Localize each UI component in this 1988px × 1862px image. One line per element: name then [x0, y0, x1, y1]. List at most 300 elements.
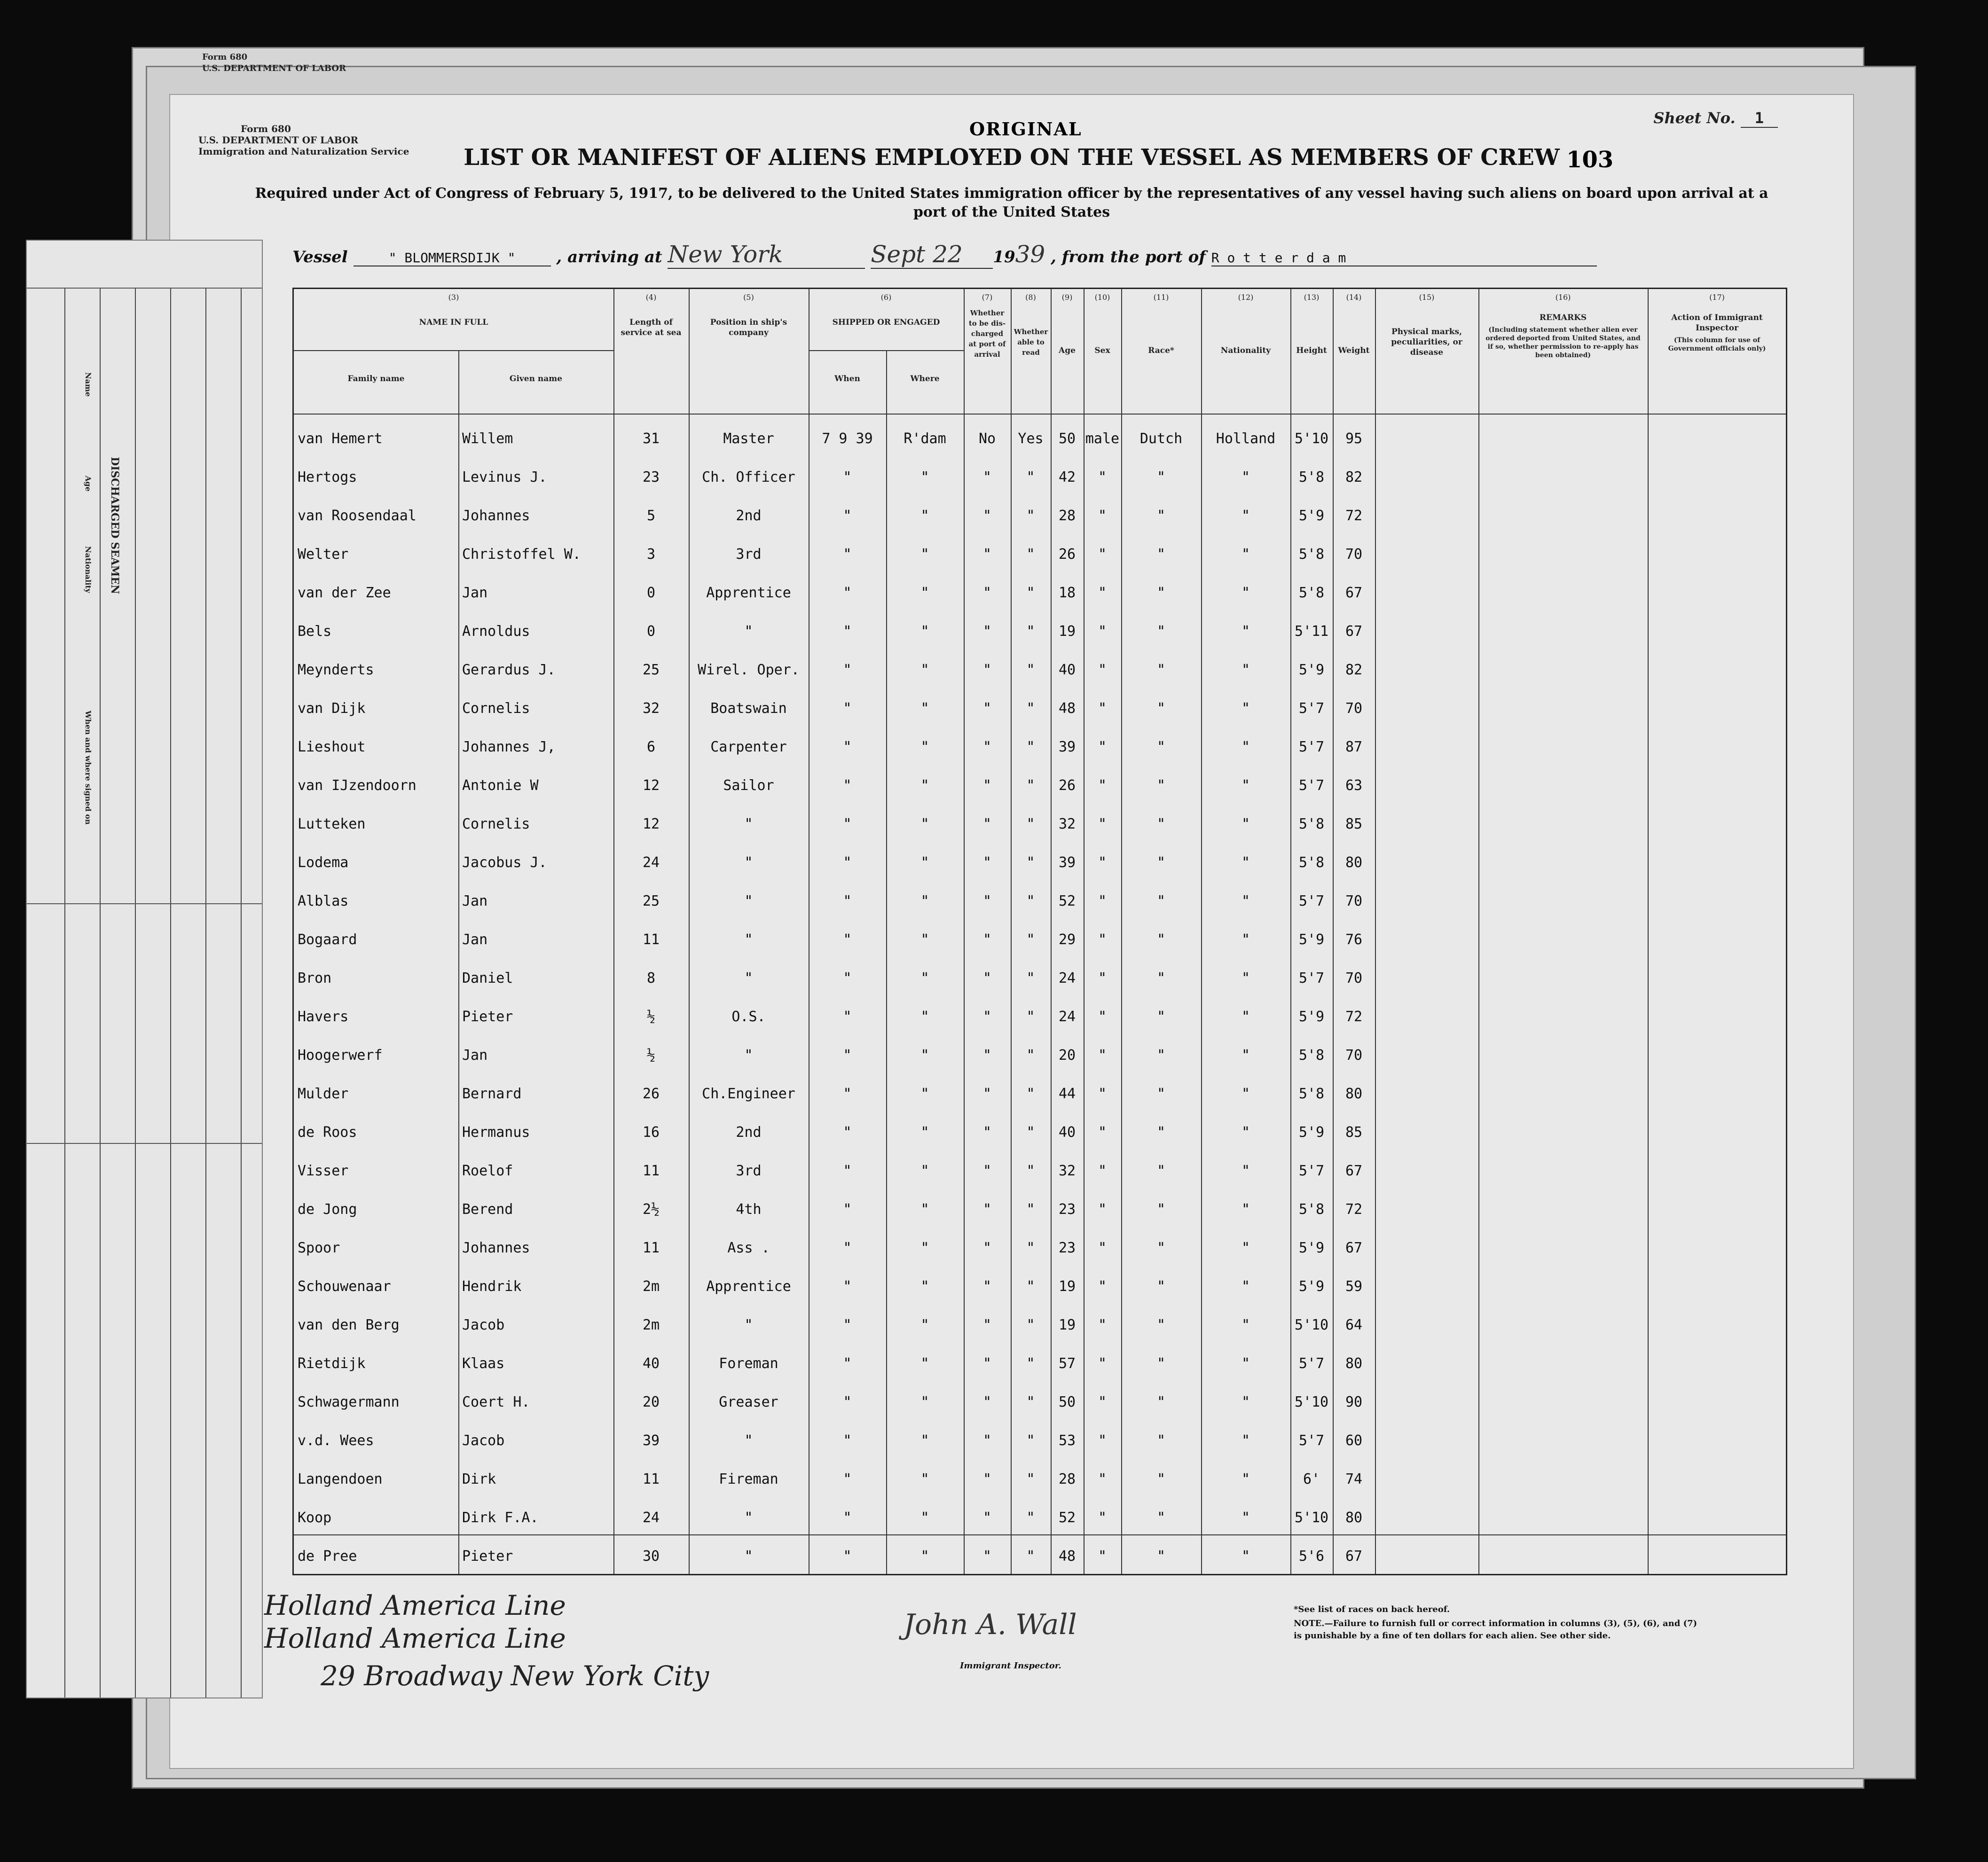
cell-where: " [920, 1432, 929, 1449]
cell-read: " [1026, 1432, 1035, 1449]
cell-when: " [843, 1163, 852, 1179]
cell-race: " [1156, 1240, 1166, 1256]
cell-height: 5'8 [1298, 854, 1325, 871]
cell-weight: 80 [1345, 1355, 1363, 1372]
cell-read: " [1026, 1163, 1035, 1179]
cell-position: " [744, 623, 753, 640]
cell-read: " [1026, 1278, 1035, 1295]
cell-service: ½ [646, 1009, 656, 1025]
cell-nationality: " [1241, 623, 1250, 640]
cell-race: " [1156, 585, 1166, 601]
cell-age: 19 [1058, 623, 1076, 640]
cell-where: R'dam [904, 430, 946, 447]
cell-where: " [920, 1355, 929, 1372]
cell-nationality: " [1241, 739, 1250, 755]
cell-read: " [1026, 739, 1035, 755]
cell-sex: " [1098, 1124, 1107, 1141]
cell-position: " [744, 816, 753, 832]
cell-read: " [1026, 1471, 1035, 1487]
cell-when: " [843, 1394, 852, 1410]
cell-weight: 72 [1345, 508, 1363, 524]
cell-sex: " [1098, 1278, 1107, 1295]
cell-weight: 76 [1345, 931, 1363, 948]
cell-read: " [1026, 585, 1035, 601]
cell-height: 5'10 [1294, 1317, 1329, 1333]
cell-nationality: " [1241, 1355, 1250, 1372]
cell-where: " [920, 777, 929, 794]
cell-position: Greaser [719, 1394, 778, 1410]
height-header: Height [1296, 346, 1327, 355]
arrival-year: 39 [1015, 241, 1045, 268]
cell-nationality: " [1241, 1086, 1250, 1102]
cell-race: " [1156, 1086, 1166, 1102]
weight-header: Weight [1338, 346, 1370, 355]
original-stamp: ORIGINAL [969, 118, 1082, 140]
cell-read: " [1026, 1317, 1035, 1333]
cell-family: Hoogerwerf [298, 1047, 383, 1064]
cell-race: " [1156, 700, 1166, 717]
table-row [294, 1228, 1786, 1266]
cell-where: " [920, 1278, 929, 1295]
cell-height: 5'9 [1298, 1240, 1325, 1256]
cell-age: 24 [1058, 970, 1076, 986]
cell-discharged: " [982, 1432, 992, 1449]
cell-weight: 67 [1345, 1548, 1363, 1565]
cell-service: 24 [642, 1510, 660, 1526]
cell-where: " [920, 1317, 929, 1333]
cell-sex: " [1098, 777, 1107, 794]
cell-service: 31 [642, 430, 660, 447]
cell-read: " [1026, 546, 1035, 563]
cell-height: 5'7 [1298, 1163, 1325, 1179]
cell-where: " [920, 469, 929, 485]
cell-sex: " [1098, 1201, 1107, 1218]
cell-where: " [920, 854, 929, 871]
cell-read: " [1026, 1240, 1035, 1256]
table-row [294, 919, 1786, 958]
cell-service: 6 [646, 739, 656, 755]
where-header: Where [910, 374, 940, 383]
nationality-header: Nationality [1220, 346, 1271, 355]
cell-sex: " [1098, 893, 1107, 909]
cell-service: ½ [646, 1047, 656, 1064]
cell-race: " [1156, 970, 1166, 986]
cell-given: Hermanus [462, 1124, 530, 1141]
cell-family: van Hemert [298, 430, 383, 447]
cell-discharged: " [982, 1278, 992, 1295]
cell-position: " [744, 854, 753, 871]
table-row [294, 881, 1786, 919]
cell-position: O.S. [731, 1009, 766, 1025]
cell-discharged: " [982, 546, 992, 563]
cell-when: " [843, 931, 852, 948]
cell-when: " [843, 700, 852, 717]
cell-weight: 67 [1345, 1240, 1363, 1256]
cell-sex: " [1098, 662, 1107, 678]
cell-height: 5'8 [1298, 469, 1325, 485]
cell-family: Mulder [298, 1086, 349, 1102]
service-name: Immigration and Naturalization Service [198, 146, 409, 157]
cell-race: " [1156, 1471, 1166, 1487]
cell-read: " [1026, 816, 1035, 832]
cell-race: " [1156, 854, 1166, 871]
cell-nationality: " [1241, 1394, 1250, 1410]
cell-nationality: Holland [1216, 430, 1276, 447]
cell-discharged: " [982, 1355, 992, 1372]
inspector-label: Immigrant Inspector. [960, 1661, 1061, 1671]
cell-position: 2nd [736, 508, 762, 524]
cell-discharged: " [982, 508, 992, 524]
cell-when: " [843, 1086, 852, 1102]
cell-given: Pieter [462, 1009, 513, 1025]
table-row [294, 534, 1786, 572]
cell-when: " [843, 1471, 852, 1487]
cell-age: 29 [1058, 931, 1076, 948]
cell-sex: " [1098, 1548, 1107, 1565]
cell-discharged: " [982, 662, 992, 678]
cell-weight: 67 [1345, 623, 1363, 640]
cell-given: Jacobus J. [462, 854, 547, 871]
cell-weight: 70 [1345, 970, 1363, 986]
cell-discharged: " [982, 700, 992, 717]
cell-family: Bron [298, 970, 332, 986]
cell-given: Bernard [462, 1086, 522, 1102]
cell-family: Rietdijk [298, 1355, 366, 1372]
cell-race: " [1156, 1548, 1166, 1565]
cell-weight: 59 [1345, 1278, 1363, 1295]
cell-read: " [1026, 662, 1035, 678]
cell-where: " [920, 816, 929, 832]
cell-age: 19 [1058, 1317, 1076, 1333]
cell-family: Hertogs [298, 469, 357, 485]
cell-read: " [1026, 1394, 1035, 1410]
cell-nationality: " [1241, 1047, 1250, 1064]
inspector-signature: John A. Wall [904, 1608, 1077, 1641]
cell-nationality: " [1241, 508, 1250, 524]
cell-position: Fireman [719, 1471, 778, 1487]
cell-height: 5'8 [1298, 1047, 1325, 1064]
cell-nationality: " [1241, 1009, 1250, 1025]
cell-discharged: " [982, 1124, 992, 1141]
cell-where: " [920, 662, 929, 678]
cell-nationality: " [1241, 585, 1250, 601]
cell-when: " [843, 1278, 852, 1295]
cell-age: 57 [1058, 1355, 1076, 1372]
cell-height: 5'8 [1298, 585, 1325, 601]
cell-race: " [1156, 623, 1166, 640]
cell-service: 2½ [642, 1201, 660, 1218]
form-number: Form 680 [241, 123, 291, 134]
cell-height: 5'7 [1298, 893, 1325, 909]
cell-read: " [1026, 469, 1035, 485]
cell-given: Dirk [462, 1471, 496, 1487]
cell-height: 5'7 [1298, 1355, 1325, 1372]
cell-service: 2m [642, 1278, 660, 1295]
table-row [294, 842, 1786, 881]
cell-position: 4th [736, 1201, 762, 1218]
cell-race: " [1156, 931, 1166, 948]
table-row [294, 804, 1786, 842]
cell-race: " [1156, 1317, 1166, 1333]
cell-weight: 82 [1345, 662, 1363, 678]
cell-family: v.d. Wees [298, 1432, 374, 1449]
cell-service: 32 [642, 700, 660, 717]
cell-service: 2m [642, 1317, 660, 1333]
cell-family: Meynderts [298, 662, 374, 678]
cell-race: " [1156, 1124, 1166, 1141]
cell-discharged: " [982, 585, 992, 601]
cell-family: Alblas [298, 893, 349, 909]
cell-height: 5'6 [1298, 1548, 1325, 1565]
cell-position: " [744, 931, 753, 948]
cell-height: 5'7 [1298, 970, 1325, 986]
cell-discharged: " [982, 739, 992, 755]
cell-sex: " [1098, 1047, 1107, 1064]
table-row [294, 1035, 1786, 1073]
cell-height: 5'7 [1298, 739, 1325, 755]
cell-nationality: " [1241, 1432, 1250, 1449]
cell-weight: 64 [1345, 1317, 1363, 1333]
cell-height: 5'7 [1298, 1432, 1325, 1449]
cell-nationality: " [1241, 970, 1250, 986]
cell-read: " [1026, 1201, 1035, 1218]
cell-family: Schouwenaar [298, 1278, 391, 1295]
cell-family: van den Berg [298, 1317, 400, 1333]
cell-weight: 70 [1345, 1047, 1363, 1064]
cell-age: 20 [1058, 1047, 1076, 1064]
cell-family: Lodema [298, 854, 349, 871]
cell-sex: " [1098, 1394, 1107, 1410]
agent-address: 29 Broadway New York City [321, 1660, 709, 1692]
cell-sex: " [1098, 739, 1107, 755]
cell-race: " [1156, 1163, 1166, 1179]
cell-given: Jan [462, 585, 488, 601]
given-name-header: Given name [509, 374, 563, 383]
cell-where: " [920, 1124, 929, 1141]
age-header: Age [1059, 346, 1076, 355]
cell-height: 5'8 [1298, 1086, 1325, 1102]
cell-when: " [843, 1009, 852, 1025]
cell-race: " [1156, 1394, 1166, 1410]
cell-when: " [843, 662, 852, 678]
cell-position: Apprentice [706, 1278, 791, 1295]
cell-nationality: " [1241, 700, 1250, 717]
cell-read: " [1026, 893, 1035, 909]
cell-where: " [920, 1240, 929, 1256]
cell-discharged: " [982, 469, 992, 485]
cell-service: 11 [642, 1240, 660, 1256]
cell-height: 5'8 [1298, 816, 1325, 832]
cell-family: van Dijk [298, 700, 366, 717]
cell-weight: 85 [1345, 1124, 1363, 1141]
when-header: When [834, 374, 860, 383]
cell-discharged: " [982, 1240, 992, 1256]
cell-read: " [1026, 1355, 1035, 1372]
cell-family: Bels [298, 623, 332, 640]
cell-service: 0 [646, 623, 656, 640]
cell-given: Christoffel W. [462, 546, 581, 563]
table-row [294, 1536, 1786, 1574]
table-row [294, 1266, 1786, 1305]
cell-sex: " [1098, 1510, 1107, 1526]
name-in-full-header: NAME IN FULL [419, 318, 488, 327]
cell-height: 5'9 [1298, 1009, 1325, 1025]
cell-height: 5'9 [1298, 662, 1325, 678]
table-row [294, 1189, 1786, 1228]
cell-service: 0 [646, 585, 656, 601]
cell-discharged: " [982, 893, 992, 909]
cell-weight: 82 [1345, 469, 1363, 485]
cell-service: 30 [642, 1548, 660, 1565]
cell-discharged: " [982, 1163, 992, 1179]
cell-service: 12 [642, 777, 660, 794]
cell-position: Master [723, 430, 774, 447]
table-row [294, 958, 1786, 996]
cell-where: " [920, 1163, 929, 1179]
cell-discharged: " [982, 931, 992, 948]
cell-family: van der Zee [298, 585, 391, 601]
cell-when: " [843, 1240, 852, 1256]
cell-read: " [1026, 777, 1035, 794]
cell-position: " [744, 893, 753, 909]
cell-given: Berend [462, 1201, 513, 1218]
action-header: Action of Immigrant Inspector [1671, 313, 1763, 333]
cell-service: 8 [646, 970, 656, 986]
cell-family: Spoor [298, 1240, 340, 1256]
table-row [294, 1073, 1786, 1112]
cell-race: " [1156, 1510, 1166, 1526]
cell-height: 5'10 [1294, 1510, 1329, 1526]
cell-service: 12 [642, 816, 660, 832]
cell-discharged: No [978, 430, 996, 447]
cell-family: Schwagermann [298, 1394, 400, 1410]
cell-where: " [920, 546, 929, 563]
cell-height: 6' [1303, 1471, 1320, 1487]
cell-race: " [1156, 546, 1166, 563]
cell-weight: 67 [1345, 585, 1363, 601]
strip-title: DISCHARGED SEAMEN [109, 457, 121, 595]
cell-race: Dutch [1139, 430, 1183, 447]
cell-position: Apprentice [706, 585, 791, 601]
cell-given: Johannes [462, 508, 530, 524]
cell-weight: 87 [1345, 739, 1363, 755]
cell-when: " [843, 1201, 852, 1218]
cell-height: 5'8 [1298, 1201, 1325, 1218]
cell-service: 25 [642, 662, 660, 678]
vessel-name: " BLOMMERSDIJK " [354, 250, 551, 266]
cell-race: " [1156, 893, 1166, 909]
cell-family: van Roosendaal [298, 508, 416, 524]
cell-nationality: " [1241, 1471, 1250, 1487]
cell-discharged: " [982, 1548, 992, 1565]
cell-where: " [920, 1548, 929, 1565]
cell-nationality: " [1241, 1124, 1250, 1141]
cell-given: Levinus J. [462, 469, 547, 485]
strip-nationality-label: Nationality [84, 546, 93, 593]
cell-age: 52 [1058, 893, 1076, 909]
table-row [294, 649, 1786, 688]
cell-family: de Pree [298, 1548, 357, 1565]
cell-discharged: " [982, 1086, 992, 1102]
table-row [294, 765, 1786, 804]
cell-position: Ass . [727, 1240, 770, 1256]
cell-when: " [843, 893, 852, 909]
cell-race: " [1156, 1432, 1166, 1449]
cell-height: 5'9 [1298, 931, 1325, 948]
cell-nationality: " [1241, 546, 1250, 563]
cell-discharged: " [982, 1394, 992, 1410]
cell-race: " [1156, 816, 1166, 832]
cell-sex: " [1098, 1432, 1107, 1449]
cell-age: 48 [1058, 1548, 1076, 1565]
cell-nationality: " [1241, 1510, 1250, 1526]
cell-when: " [843, 1047, 852, 1064]
cell-sex: " [1098, 816, 1107, 832]
cell-where: " [920, 1086, 929, 1102]
cell-age: 32 [1058, 1163, 1076, 1179]
discharged-seamen-strip [26, 240, 263, 1698]
table-row [294, 611, 1786, 649]
cell-age: 48 [1058, 700, 1076, 717]
cell-sex: " [1098, 854, 1107, 871]
cell-sex: " [1098, 1355, 1107, 1372]
cell-sex: " [1098, 469, 1107, 485]
cell-family: van IJzendoorn [298, 777, 416, 794]
cell-service: 24 [642, 854, 660, 871]
page-number-mark: 103 [1566, 147, 1614, 173]
cell-height: 5'8 [1298, 546, 1325, 563]
table-row [294, 1112, 1786, 1150]
cell-service: 25 [642, 893, 660, 909]
cell-where: " [920, 700, 929, 717]
cell-when: " [843, 854, 852, 871]
cell-read: " [1026, 970, 1035, 986]
cell-age: 26 [1058, 777, 1076, 794]
cell-weight: 95 [1345, 430, 1363, 447]
cell-nationality: " [1241, 816, 1250, 832]
cell-discharged: " [982, 1317, 992, 1333]
cell-family: Lutteken [298, 816, 366, 832]
service-header: Length of service at sea [621, 318, 682, 337]
cell-given: Pieter [462, 1548, 513, 1565]
cell-service: 23 [642, 469, 660, 485]
races-note: *See list of races on back hereof. [1294, 1604, 1450, 1614]
page-subtitle: Required under Act of Congress of February 5, 1917, to be delivered to the United States immigration officer by the representatives of any vessel having such aliens on board upon arrival at a port of the United States [255, 185, 1768, 220]
sex-header: Sex [1094, 346, 1110, 355]
back-form-header: Form 680 U.S. DEPARTMENT OF LABOR [202, 52, 346, 73]
cell-service: 39 [642, 1432, 660, 1449]
agent-signature-1: Holland America Line [264, 1589, 566, 1621]
cell-where: " [920, 931, 929, 948]
cell-family: Havers [298, 1009, 349, 1025]
cell-where: " [920, 1471, 929, 1487]
strip-name-label: Name [84, 372, 93, 397]
cell-height: 5'9 [1298, 1124, 1325, 1141]
vessel-line: Vessel " BLOMMERSDIJK " , arriving at New York Sept 22 1939 , from the port of R o t t e r d a m [292, 241, 1597, 269]
cell-weight: 70 [1345, 546, 1363, 563]
cell-age: 18 [1058, 585, 1076, 601]
cell-given: Cornelis [462, 816, 530, 832]
cell-read: " [1026, 1510, 1035, 1526]
cell-read: " [1026, 1124, 1035, 1141]
cell-sex: " [1098, 1471, 1107, 1487]
cell-nationality: " [1241, 1201, 1250, 1218]
cell-discharged: " [982, 1009, 992, 1025]
cell-position: 2nd [736, 1124, 762, 1141]
cell-when: " [843, 1124, 852, 1141]
cell-age: 26 [1058, 546, 1076, 563]
cell-age: 52 [1058, 1510, 1076, 1526]
